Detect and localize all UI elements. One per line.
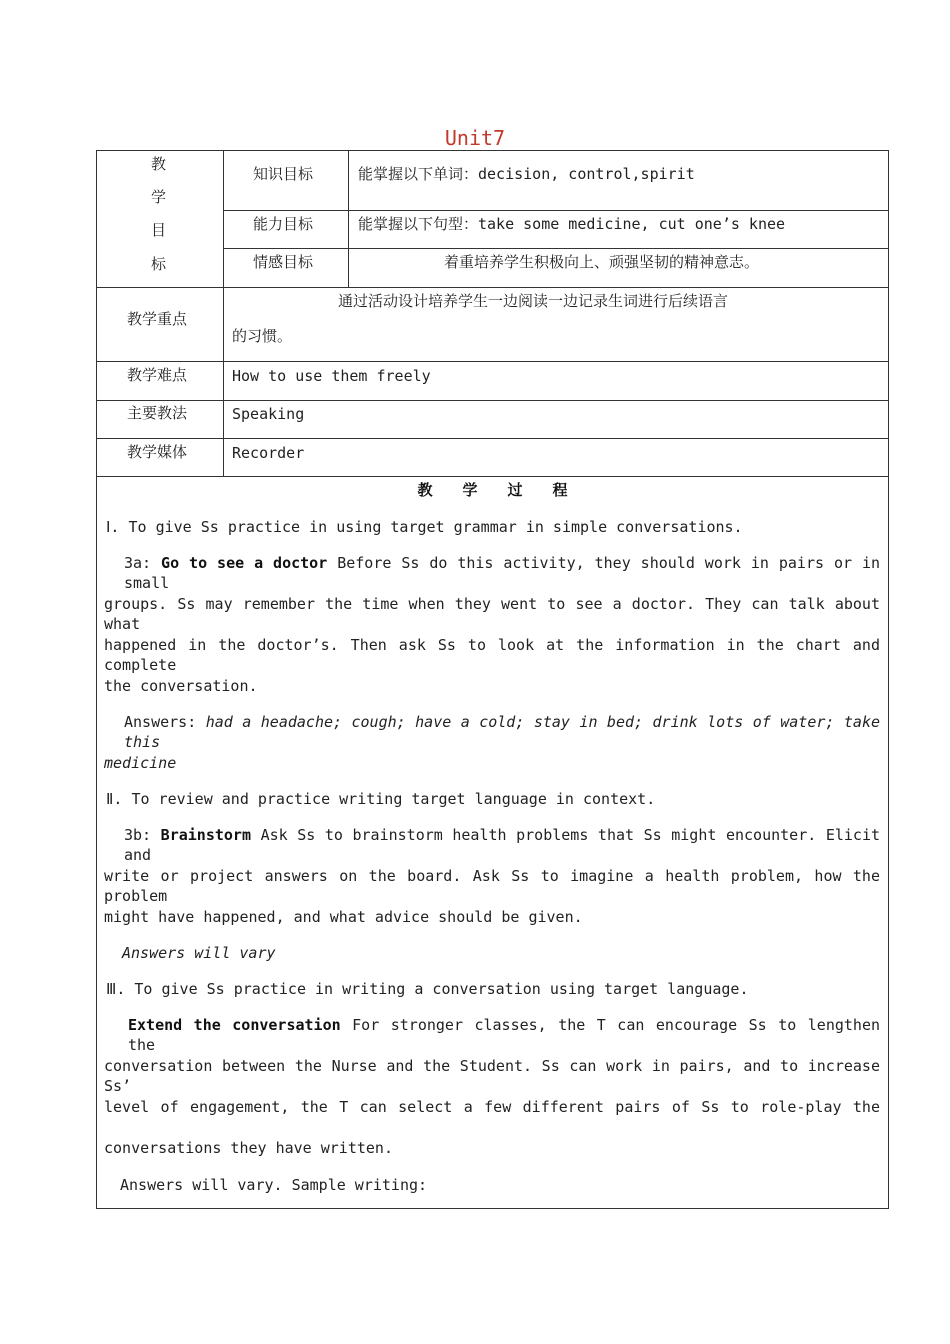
row-divider — [96, 361, 889, 362]
objective-label-emotion: 情感目标 — [253, 253, 314, 271]
method-value: Speaking — [232, 405, 305, 423]
objective-label-ability: 能力目标 — [253, 215, 314, 233]
objective-label-knowledge: 知识目标 — [253, 165, 314, 183]
answers-line: medicine — [104, 754, 177, 772]
key-point-line: 通过活动设计培养学生一边阅读一边记录生词进行后续语言 — [338, 292, 729, 310]
row-divider — [96, 400, 889, 401]
section-heading: Ⅰ. To give Ss practice in using target grammar in simple conversations. — [106, 518, 743, 536]
activity-title: Extend the conversation — [128, 1016, 341, 1034]
objectives-heading-char: 学 — [151, 188, 167, 206]
row-divider — [96, 287, 889, 288]
paragraph-line: Extend the conversation For stronger classes, the T can encourage Ss to lengthen the — [128, 1016, 880, 1054]
media-label: 教学媒体 — [127, 443, 188, 461]
method-label: 主要教法 — [127, 404, 188, 422]
row-divider — [223, 248, 889, 249]
row-divider — [96, 438, 889, 439]
column-divider — [223, 150, 224, 477]
section-heading: Ⅱ. To review and practice writing target language in context. — [106, 790, 656, 808]
paragraph-line: 3a: Go to see a doctor Before Ss do this activity, they should work in pairs or in small — [124, 554, 881, 592]
paragraph-line: 3b: Brainstorm Ask Ss to brainstorm health problems that Ss might encounter. Elicit and — [124, 826, 881, 864]
row-divider — [96, 476, 889, 477]
paragraph-line: happened in the doctor’s. Then ask Ss to look at the information in the chart and complete — [104, 636, 880, 674]
row-divider — [223, 210, 889, 211]
section-heading: Ⅲ. To give Ss practice in writing a conversation using target language. — [106, 980, 749, 998]
paragraph-line: the conversation. — [104, 677, 258, 695]
key-point-label: 教学重点 — [127, 310, 188, 328]
media-value: Recorder — [232, 444, 305, 462]
paragraph-line: write or project answers on the board. Ask Ss to imagine a health problem, how the problem — [104, 867, 880, 905]
paragraph-line: groups. Ss may remember the time when they went to see a doctor. They can talk about what — [104, 595, 880, 633]
paragraph-line: conversation between the Nurse and the Student. Ss can work in pairs, and to increase Ss’ — [104, 1057, 880, 1095]
objective-value-emotion: 着重培养学生积极向上、顽强坚韧的精神意志。 — [444, 253, 760, 271]
objective-value-ability: 能掌握以下句型：take some medicine, cut one’s knee — [358, 215, 786, 233]
activity-title: Go to see a doctor — [161, 554, 328, 572]
answers-line: Answers: had a headache; cough; have a cold; stay in bed; drink lots of water; take this — [124, 713, 881, 751]
objective-value-knowledge: 能掌握以下单词：decision, control,spirit — [358, 165, 695, 183]
paragraph-line: level of engagement, the T can select a few different pairs of Ss to role-play the — [104, 1098, 880, 1116]
objectives-heading-char: 标 — [151, 255, 167, 273]
difficulty-label: 教学难点 — [127, 366, 188, 384]
page-title: Unit7 — [444, 126, 506, 150]
paragraph-line: conversations they have written. — [104, 1139, 393, 1157]
activity-title: Brainstorm — [160, 826, 251, 844]
answers-line: Answers will vary — [122, 944, 276, 962]
objectives-heading-char: 目 — [151, 221, 167, 239]
objectives-heading-char: 教 — [151, 155, 167, 173]
key-point-line: 的习惯。 — [232, 327, 293, 345]
column-divider — [348, 150, 349, 288]
difficulty-value: How to use them freely — [232, 367, 431, 385]
process-heading: 教 学 过 程 — [417, 481, 568, 499]
paragraph-line: might have happened, and what advice should be given. — [104, 908, 583, 926]
answers-line: Answers will vary. Sample writing: — [120, 1176, 428, 1194]
